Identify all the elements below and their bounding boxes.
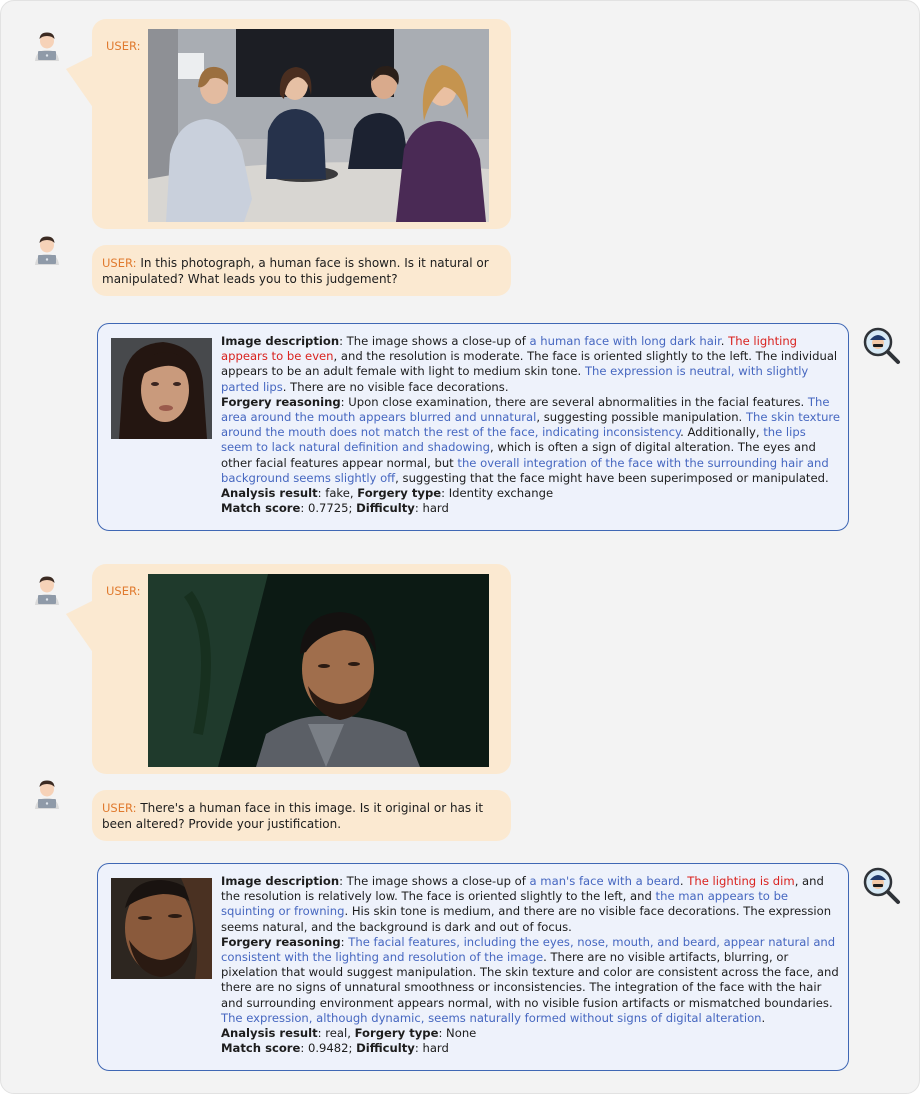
match-score: Match score: 0.9482; Difficulty: hard: [221, 1041, 449, 1056]
forgery-reasoning: Forgery reasoning: Upon close examination, there are several abnormalities in the facial features. The area around the mouth appears blurred and unnatural, suggesting possible manipulation. The skin texture around the mouth does not match the rest of the face, indicating inconsistency. Additionally, the lips seem to lack natural definition and shadowing, which is often a sign of digital alteration. The eyes and other facial features appear normal, but the overall integration of the face with the surrounding hair and background seems slightly off, suggesting that the face might have been superimposed or manipulated.: [221, 394, 841, 485]
highlighted-text: The lighting appears to be even: [221, 334, 798, 364]
user-question: USER: There's a human face in this image. Is it original or has it been altered? Provide your justification.: [102, 801, 484, 831]
highlighted-text: The expression, although dynamic, seems naturally formed without signs of digital alteration: [221, 1010, 762, 1025]
face-crop-thumbnail[interactable]: [111, 338, 212, 439]
portrait-photo[interactable]: [148, 574, 489, 767]
highlighted-text: The expression is neutral, with slightly parted lips: [221, 364, 809, 394]
highlighted-text: The skin texture around the mouth does not match the rest of the face, indicating inconsistency: [221, 410, 841, 440]
forgery-reasoning: Forgery reasoning: The facial features, including the eyes, nose, mouth, and beard, appear natural and consistent with the lighting and resolution of the image. There are no visible artifacts, blurring, or pixelation that would suggest manipulation. The skin texture and color are consistent across the face, and there are no signs of unnatural smoothness or inconsistencies. The integration of the face with the hair and surrounding environment appears normal, with no visible fusion artifacts or mismatched boundaries. The expression, although dynamic, seems naturally formed without signs of digital alteration.: [221, 934, 839, 1025]
detective-magnifier-icon: [863, 867, 901, 905]
user-avatar-icon: [33, 31, 61, 61]
answer-text-segment: : The image shows a close-up of: [339, 334, 530, 348]
assistant-answer-card: [97, 323, 849, 531]
highlighted-text: a man's face with a beard: [529, 874, 680, 888]
user-avatar-icon: [33, 235, 61, 265]
answer-text-segment: : Upon close examination, there are several abnormalities in the facial features.: [340, 394, 808, 409]
answer-text-segment: :: [340, 934, 349, 949]
highlighted-text: the lips seem to lack natural definition and shadowing: [221, 425, 806, 455]
image-description: Image description: The image shows a close-up of a human face with long dark hair. The lighting appears to be even, and the resolution is moderate. The face is oriented slightly to the left. The individual appears to be an adult female with light to medium skin tone. The expression is neutral, with slightly parted lips. There are no visible face decorations.: [221, 334, 838, 394]
answer-text-segment: : The image shows a close-up of: [339, 874, 530, 888]
highlighted-text: The area around the mouth appears blurred and unnatural: [221, 394, 830, 425]
meeting-photo[interactable]: [148, 29, 489, 222]
highlighted-text: the overall integration of the face with the surrounding hair and background seems slightly off: [221, 455, 829, 485]
answer-text-segment: . There are no visible face decorations.: [282, 379, 509, 394]
answer-text-segment: . His skin tone is medium, and there are no visible face decorations. The expression seems natural, and the background is dark and out of focus.: [221, 904, 832, 934]
user-image-bubble: [92, 19, 511, 229]
answer-text-segment: .: [720, 334, 729, 348]
answer-text-segment: , and the resolution is moderate. The face is oriented slightly to the left. The individual appears to be an adult female with light to medium skin tone.: [221, 349, 838, 379]
answer-text-segment: , and the resolution is relatively low. The face is oriented slightly to the left, and: [221, 874, 824, 904]
image-description: Image description: The image shows a close-up of a man's face with a beard. The lighting is dim, and the resolution is relatively low. The face is oriented slightly to the left, and the man appears to be squinting or frowning. His skin tone is medium, and there are no visible face decorations. The expression seems natural, and the background is dark and out of focus.: [221, 874, 832, 934]
user-question-bubble: [92, 790, 511, 841]
user-question-bubble: [92, 245, 511, 296]
face-crop-thumbnail[interactable]: [111, 878, 212, 979]
user-tag: USER:: [106, 584, 141, 598]
match-score: Match score: 0.7725; Difficulty: hard: [221, 501, 449, 516]
answer-text-segment: , which is often a sign of digital alteration. The eyes and other facial features appear normal, but: [221, 440, 816, 470]
answer-text-segment: . There are no visible artifacts, blurring, or pixelation that would suggest manipulation. The skin texture and color are consistent across the face, and there are no signs of unnatural smoothness or inconsistencies. The integration of the face with the hair and surrounding environment appears normal, with no visible fusion artifacts or mismatched boundaries.: [221, 950, 839, 1010]
user-image-bubble: [92, 564, 511, 774]
answer-text-segment: .: [679, 874, 688, 888]
analysis-result: Analysis result: real, Forgery type: None: [221, 1026, 477, 1041]
detective-magnifier-icon: [863, 327, 901, 365]
highlighted-text: The facial features, including the eyes, nose, mouth, and beard, appear natural and consistent with the lighting and resolution of the image: [221, 934, 836, 965]
user-avatar-icon: [33, 575, 61, 605]
user-question: USER: In this photograph, a human face is shown. Is it natural or manipulated? What leads you to this judgement?: [102, 256, 489, 286]
answer-text-segment: , suggesting possible manipulation.: [536, 410, 746, 425]
analysis-result: Analysis result: fake, Forgery type: Identity exchange: [221, 486, 554, 501]
user-avatar-icon: [33, 779, 61, 809]
answer-text-segment: , suggesting that the face might have been superimposed or manipulated.: [395, 470, 829, 485]
user-tag: USER:: [106, 39, 141, 53]
highlighted-text: a human face with long dark hair: [529, 334, 721, 348]
highlighted-text: The lighting is dim: [687, 874, 795, 888]
answer-text-segment: . Additionally,: [680, 425, 764, 440]
answer-text: [221, 874, 841, 1056]
assistant-answer-card: [97, 863, 849, 1071]
highlighted-text: the man appears to be squinting or frowning: [221, 889, 789, 919]
answer-text: [221, 334, 841, 516]
answer-text-segment: .: [761, 1010, 766, 1025]
